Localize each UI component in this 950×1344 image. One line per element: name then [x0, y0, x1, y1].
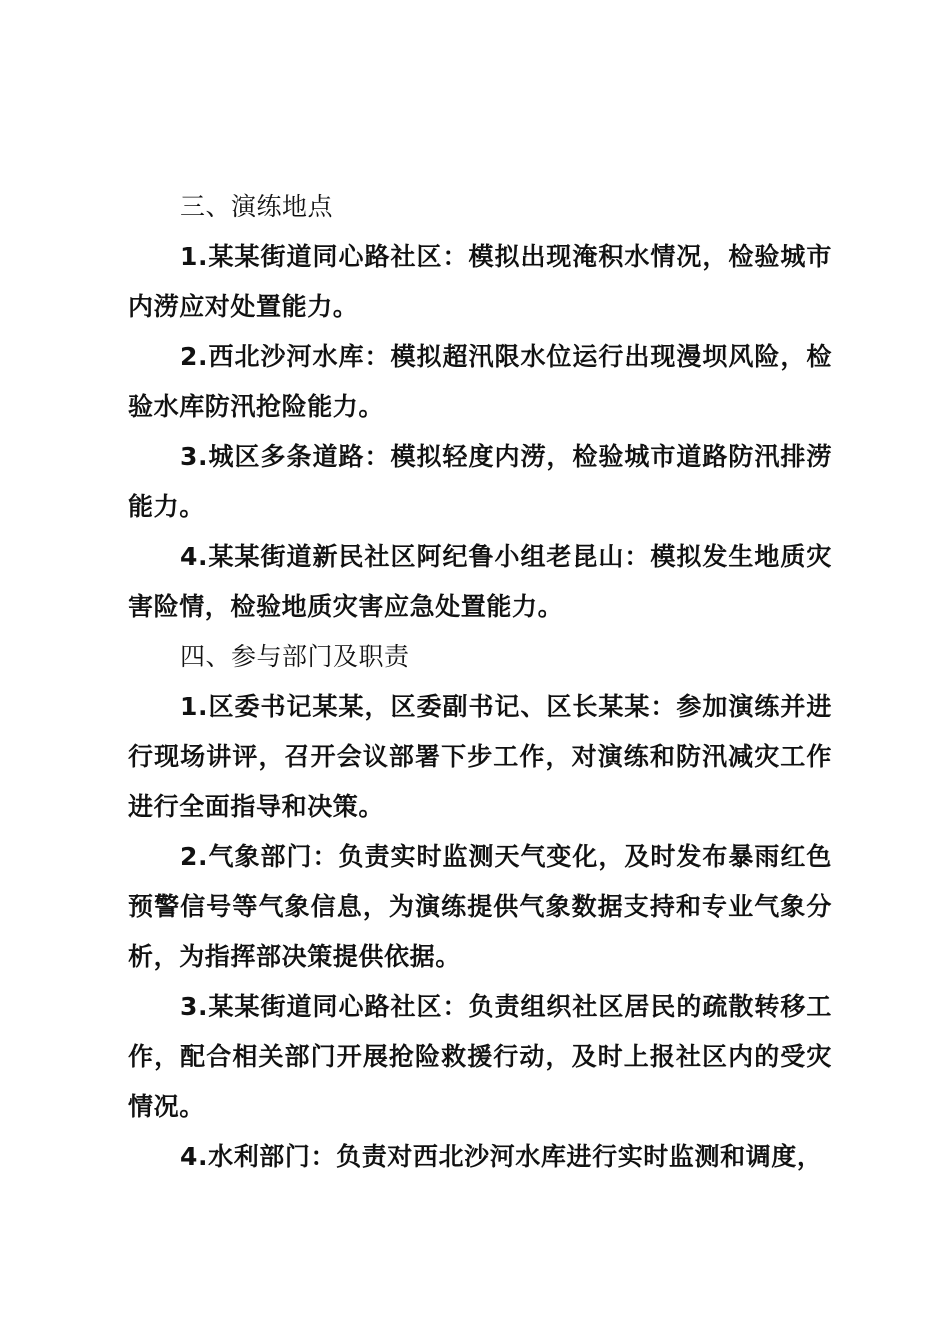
document-page [128, 182, 832, 1182]
location-item-2: 2.西北沙河水库：模拟超汛限水位运行出现漫坝风险，检验水库防汛抢险能力。 [128, 342, 832, 421]
section-heading-departments: 四、参与部门及职责 [180, 642, 410, 671]
department-item-1: 1.区委书记某某，区委副书记、区长某某：参加演练并进行现场讲评，召开会议部署下步工作，对演练和防汛减灾工作进行全面指导和决策。 [128, 692, 832, 821]
department-item-2: 2.气象部门：负责实时监测天气变化，及时发布暴雨红色预警信号等气象信息，为演练提供气象数据支持和专业气象分析，为指挥部决策提供依据。 [128, 842, 832, 971]
department-item-3: 3.某某街道同心路社区：负责组织社区居民的疏散转移工作，配合相关部门开展抢险救援行动，及时上报社区内的受灾情况。 [128, 992, 832, 1121]
location-item-1: 1.某某街道同心路社区：模拟出现淹积水情况，检验城市内涝应对处置能力。 [128, 242, 832, 321]
location-item-4: 4.某某街道新民社区阿纪鲁小组老昆山：模拟发生地质灾害险情，检验地质灾害应急处置能力。 [128, 542, 832, 621]
location-item-3: 3.城区多条道路：模拟轻度内涝，检验城市道路防汛排涝能力。 [128, 442, 832, 521]
department-item-4: 4.水利部门：负责对西北沙河水库进行实时监测和调度， [180, 1142, 823, 1171]
section-heading-drill-locations: 三、演练地点 [180, 192, 334, 221]
